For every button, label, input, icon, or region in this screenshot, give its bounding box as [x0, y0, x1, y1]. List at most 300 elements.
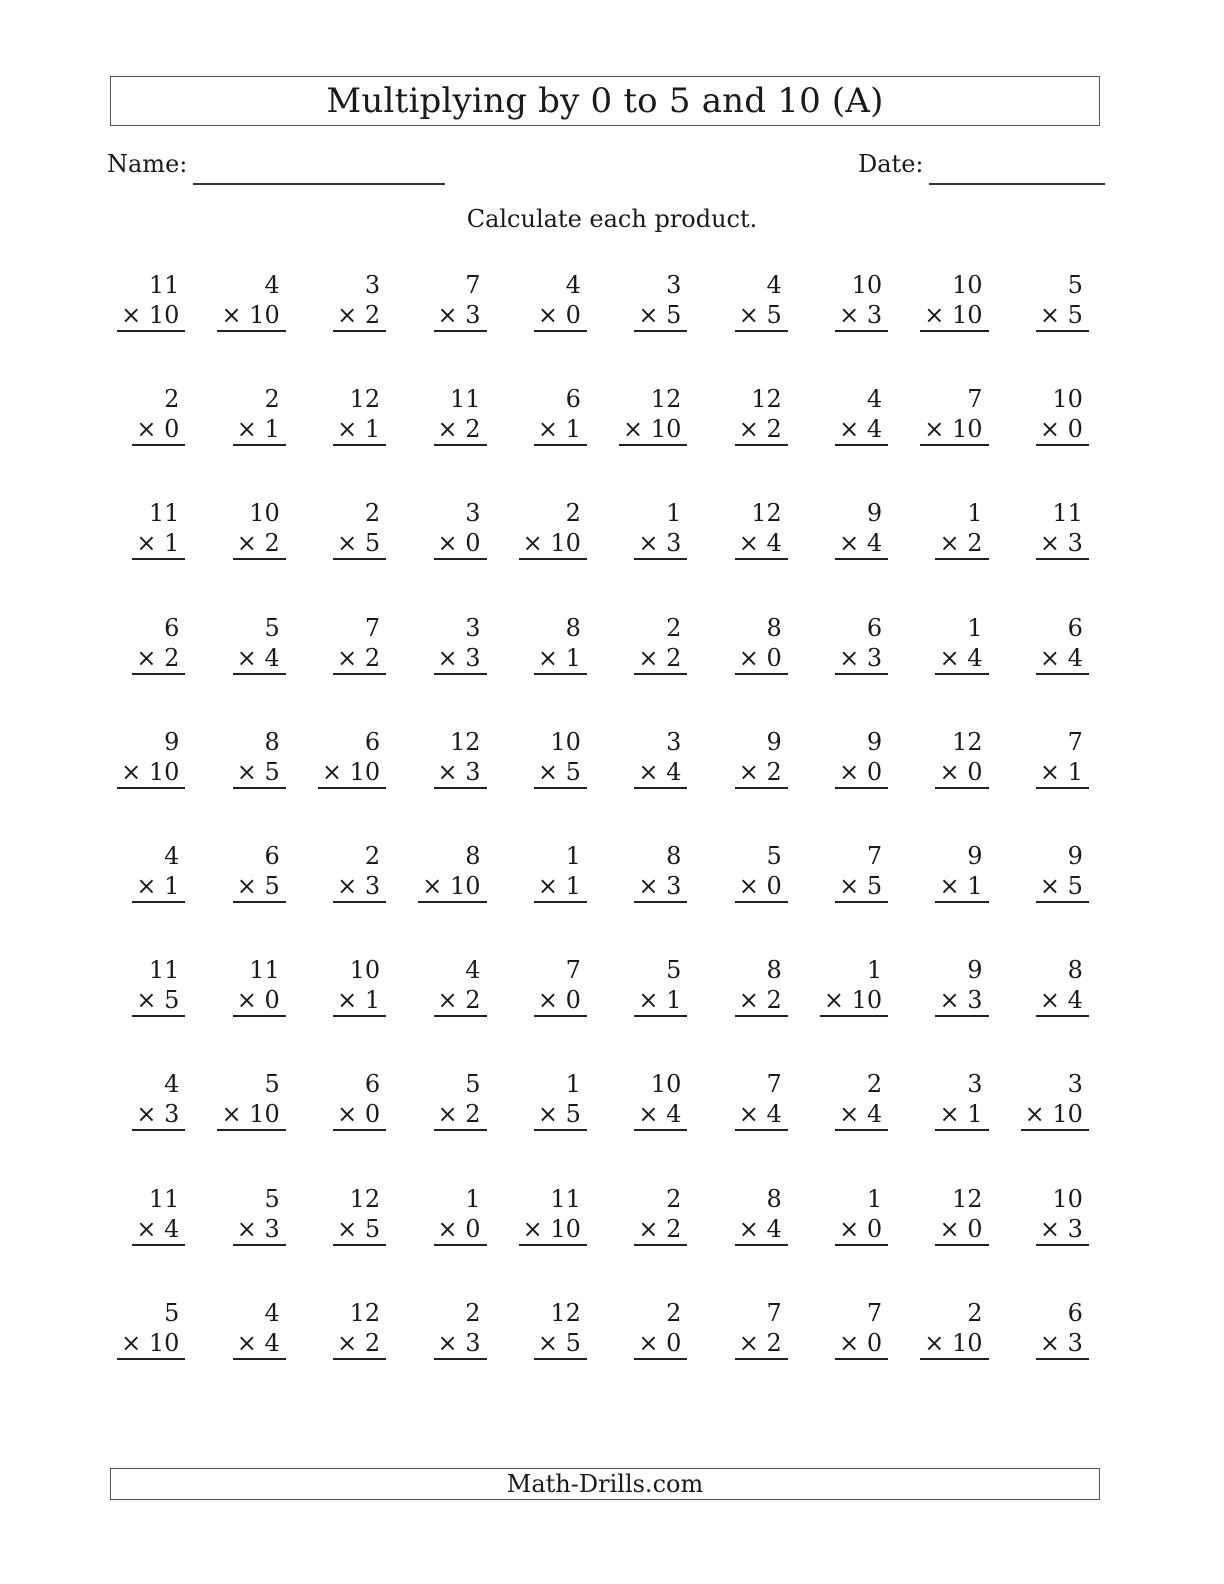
- multiplicand: 4: [766, 271, 782, 299]
- times-sign: ×: [437, 1100, 458, 1129]
- multiplier-row: [233, 1328, 286, 1360]
- times-sign: ×: [136, 415, 157, 444]
- multiplier: 1: [565, 871, 581, 900]
- problem: [909, 955, 1009, 1069]
- problem-stack: [835, 384, 888, 446]
- problem-stack: [935, 841, 988, 903]
- problem: [508, 498, 608, 612]
- multiplier: 5: [1067, 871, 1083, 900]
- times-sign: ×: [337, 301, 358, 329]
- multiplier-row: [1036, 414, 1089, 446]
- multiplier: 1: [565, 643, 581, 672]
- times-sign: ×: [537, 871, 559, 900]
- multiplicand: 1: [465, 1184, 481, 1213]
- problem: [508, 384, 608, 498]
- times-sign: ×: [939, 871, 960, 900]
- multiplier: 3: [264, 1214, 280, 1243]
- multiplicand: 1: [666, 499, 682, 528]
- problem-stack: [217, 1069, 285, 1131]
- multiplier-row: [835, 1099, 888, 1131]
- multiplier: 5: [1067, 301, 1083, 329]
- multiplier-row: [233, 643, 286, 675]
- problem: [608, 1184, 708, 1298]
- multiplicand: 7: [465, 271, 481, 299]
- multiplicand: 4: [164, 841, 180, 870]
- problem-stack: [534, 1069, 587, 1131]
- multiplier-row: [634, 528, 687, 560]
- problem: [1010, 1184, 1110, 1298]
- multiplicand: 1: [967, 499, 983, 528]
- times-sign: ×: [136, 871, 157, 900]
- multiplicand: 10: [550, 727, 581, 756]
- times-sign: ×: [638, 529, 659, 558]
- multiplicand: 9: [866, 727, 883, 756]
- multiplier: 4: [967, 643, 983, 672]
- problem-stack: [434, 613, 487, 675]
- times-sign: ×: [437, 757, 458, 786]
- multiplier: 3: [1067, 1328, 1083, 1357]
- multiplicand: 5: [164, 1298, 180, 1327]
- multiplier: 0: [666, 1328, 682, 1357]
- problem: [106, 1298, 206, 1412]
- multiplier: 2: [967, 529, 983, 558]
- multiplier-row: [434, 643, 487, 675]
- problem-stack: [835, 613, 888, 675]
- problem-stack: [333, 1069, 386, 1131]
- problem-stack: [132, 1069, 185, 1131]
- multiplicand: 11: [550, 1184, 581, 1213]
- problem: [307, 955, 407, 1069]
- problem-stack: [233, 727, 286, 789]
- multiplicand: 12: [349, 1184, 381, 1213]
- problem: [1010, 727, 1110, 841]
- problem-stack: [418, 841, 486, 903]
- multiplier: 0: [866, 757, 883, 786]
- multiplier-row: [434, 985, 487, 1017]
- problem-stack: [735, 498, 788, 560]
- multiplier-row: [1036, 985, 1089, 1017]
- problem: [508, 841, 608, 955]
- multiplier-row: [534, 871, 587, 903]
- multiplicand: 7: [766, 1298, 782, 1327]
- multiplier-row: [935, 757, 988, 789]
- multiplicand: 2: [364, 841, 381, 870]
- multiplier-row: [619, 414, 687, 446]
- multiplier-row: [132, 985, 185, 1017]
- multiplier: 0: [766, 643, 782, 672]
- multiplicand: 4: [264, 271, 280, 299]
- problem: [708, 841, 808, 955]
- times-sign: ×: [839, 757, 860, 786]
- problem-stack: [1036, 498, 1089, 560]
- multiplicand: 5: [766, 841, 782, 870]
- multiplier: 4: [1067, 986, 1083, 1015]
- multiplicand: 7: [364, 613, 381, 642]
- multiplier-row: [132, 871, 185, 903]
- problem-stack: [233, 955, 286, 1017]
- multiplicand: 11: [450, 385, 481, 414]
- multiplier-row: [735, 414, 788, 446]
- multiplier-row: [735, 300, 788, 332]
- problem: [206, 841, 306, 955]
- multiplier: 10: [148, 1328, 180, 1357]
- multiplicand: 3: [967, 1070, 983, 1099]
- problem-stack: [1036, 955, 1089, 1017]
- multiplier: 5: [364, 529, 381, 558]
- problem: [909, 727, 1009, 841]
- problem: [809, 1184, 909, 1298]
- problem-stack: [1036, 384, 1089, 446]
- multiplier: 5: [565, 757, 581, 786]
- problem-stack: [735, 613, 788, 675]
- multiplier-row: [935, 1214, 988, 1246]
- times-sign: ×: [121, 1328, 142, 1357]
- problem-stack: [117, 270, 185, 332]
- problem-stack: [534, 384, 587, 446]
- times-sign: ×: [437, 643, 458, 672]
- times-sign: ×: [136, 529, 157, 558]
- multiplier-row: [318, 757, 386, 789]
- problem-stack: [1036, 841, 1089, 903]
- times-sign: ×: [738, 1214, 759, 1243]
- multiplicand: 6: [264, 841, 280, 870]
- times-sign: ×: [638, 986, 659, 1015]
- problem-stack: [434, 384, 487, 446]
- multiplier-row: [333, 300, 386, 332]
- multiplier-row: [519, 528, 587, 560]
- problem: [809, 498, 909, 612]
- multiplier: 0: [364, 1100, 381, 1129]
- problem-stack: [735, 384, 788, 446]
- problem-stack: [233, 384, 286, 446]
- multiplicand: 11: [249, 956, 280, 985]
- problem-stack: [935, 498, 988, 560]
- multiplicand: 12: [450, 727, 481, 756]
- problem: [1010, 270, 1110, 384]
- multiplier-row: [233, 1214, 286, 1246]
- problem: [909, 1298, 1009, 1412]
- problem: [307, 613, 407, 727]
- multiplicand: 2: [465, 1298, 481, 1327]
- problem: [809, 270, 909, 384]
- times-sign: ×: [337, 529, 358, 558]
- times-sign: ×: [939, 643, 960, 672]
- multiplier: 3: [465, 301, 481, 329]
- multiplicand: 9: [866, 499, 883, 528]
- multiplier: 0: [967, 757, 983, 786]
- times-sign: ×: [136, 643, 157, 672]
- problem-stack: [634, 613, 687, 675]
- multiplier: 5: [164, 986, 180, 1015]
- multiplier: 1: [364, 986, 381, 1015]
- times-sign: ×: [1039, 871, 1060, 900]
- multiplier: 10: [951, 415, 983, 444]
- problem: [1010, 955, 1110, 1069]
- multiplier-row: [217, 1099, 285, 1131]
- problem: [407, 498, 507, 612]
- multiplier-row: [735, 643, 788, 675]
- problem-stack: [132, 613, 185, 675]
- problem-stack: [318, 727, 386, 789]
- multiplier-row: [434, 528, 487, 560]
- problem: [407, 1184, 507, 1298]
- multiplicand: 5: [465, 1070, 481, 1099]
- multiplier: 3: [465, 643, 481, 672]
- times-sign: ×: [236, 529, 257, 558]
- times-sign: ×: [437, 1214, 458, 1243]
- times-sign: ×: [738, 757, 759, 786]
- times-sign: ×: [939, 986, 960, 1015]
- multiplier-row: [434, 300, 487, 332]
- multiplier: 3: [465, 1328, 481, 1357]
- multiplier-row: [534, 1328, 587, 1360]
- problem-stack: [1036, 1298, 1089, 1360]
- multiplicand: 1: [967, 613, 983, 642]
- multiplicand: 4: [565, 271, 581, 299]
- problem-stack: [534, 270, 587, 332]
- problem-stack: [935, 955, 988, 1017]
- multiplier-row: [519, 1214, 587, 1246]
- problem: [206, 727, 306, 841]
- problem: [407, 384, 507, 498]
- problem: [608, 384, 708, 498]
- multiplier: 4: [666, 1100, 682, 1129]
- times-sign: ×: [823, 986, 844, 1015]
- problem-stack: [534, 841, 587, 903]
- problem-stack: [634, 955, 687, 1017]
- multiplier-row: [935, 1099, 988, 1131]
- multiplier: 3: [866, 301, 883, 329]
- problem: [307, 1069, 407, 1183]
- multiplier: 1: [164, 529, 180, 558]
- problem: [508, 1298, 608, 1412]
- multiplier-row: [935, 871, 988, 903]
- times-sign: ×: [121, 301, 142, 329]
- times-sign: ×: [437, 301, 458, 329]
- multiplier-row: [634, 871, 687, 903]
- multiplier-row: [634, 985, 687, 1017]
- problem-stack: [935, 727, 988, 789]
- multiplier: 4: [766, 1214, 782, 1243]
- times-sign: ×: [839, 643, 860, 672]
- multiplier: 3: [364, 871, 381, 900]
- multiplier: 0: [766, 871, 782, 900]
- multiplier: 2: [364, 301, 381, 329]
- multiplier-row: [835, 1328, 888, 1360]
- multiplicand: 12: [349, 1298, 381, 1327]
- problem-stack: [333, 613, 386, 675]
- multiplier: 0: [465, 1214, 481, 1243]
- problem-stack: [117, 727, 185, 789]
- problem-stack: [333, 1184, 386, 1246]
- problem: [909, 384, 1009, 498]
- footer-site: Math-Drills.com: [110, 1468, 1100, 1500]
- times-sign: ×: [638, 301, 659, 329]
- times-sign: ×: [638, 757, 659, 786]
- date-blank-line[interactable]: [929, 183, 1105, 185]
- problem-stack: [333, 498, 386, 560]
- multiplicand: 1: [565, 841, 581, 870]
- problem-stack: [217, 270, 285, 332]
- multiplicand: 5: [264, 1070, 280, 1099]
- multiplier: 4: [264, 643, 280, 672]
- multiplier: 10: [951, 301, 983, 329]
- times-sign: ×: [638, 871, 659, 900]
- times-sign: ×: [839, 415, 860, 444]
- problem-stack: [634, 1184, 687, 1246]
- multiplier-row: [1036, 300, 1089, 332]
- problem-stack: [835, 1069, 888, 1131]
- times-sign: ×: [638, 643, 659, 672]
- times-sign: ×: [1039, 643, 1060, 672]
- problem-stack: [132, 955, 185, 1017]
- times-sign: ×: [1039, 757, 1060, 786]
- multiplier-row: [132, 643, 185, 675]
- multiplicand: 6: [164, 613, 180, 642]
- times-sign: ×: [537, 643, 559, 672]
- problem-stack: [434, 955, 487, 1017]
- multiplicand: 12: [951, 1184, 983, 1213]
- multiplier: 2: [364, 643, 381, 672]
- problem: [608, 727, 708, 841]
- multiplier-row: [920, 1328, 988, 1360]
- problem: [809, 727, 909, 841]
- times-sign: ×: [839, 1328, 860, 1357]
- multiplier: 10: [550, 1214, 581, 1243]
- problem: [307, 1184, 407, 1298]
- multiplier: 2: [666, 643, 682, 672]
- problem-stack: [434, 498, 487, 560]
- problem: [708, 727, 808, 841]
- multiplicand: 10: [650, 1070, 682, 1099]
- multiplier: 0: [866, 1328, 883, 1357]
- multiplicand: 5: [264, 613, 280, 642]
- times-sign: ×: [537, 301, 559, 329]
- multiplier-row: [333, 1328, 386, 1360]
- problem: [307, 270, 407, 384]
- problem-stack: [434, 727, 487, 789]
- problem-stack: [333, 270, 386, 332]
- multiplicand: 8: [465, 841, 481, 870]
- problem: [508, 1184, 608, 1298]
- multiplicand: 10: [249, 499, 280, 528]
- multiplier-row: [634, 300, 687, 332]
- times-sign: ×: [437, 529, 458, 558]
- problem-stack: [920, 1298, 988, 1360]
- multiplicand: 8: [766, 1184, 782, 1213]
- problem: [407, 1298, 507, 1412]
- problem-stack: [835, 498, 888, 560]
- multiplier: 1: [264, 415, 280, 444]
- multiplicand: 9: [164, 727, 180, 756]
- multiplicand: 2: [666, 1184, 682, 1213]
- multiplier: 2: [364, 1328, 381, 1357]
- multiplicand: 8: [264, 727, 280, 756]
- multiplier-row: [233, 757, 286, 789]
- multiplicand: 6: [565, 385, 581, 414]
- problem-stack: [333, 384, 386, 446]
- problem-stack: [735, 1069, 788, 1131]
- problem: [608, 841, 708, 955]
- multiplicand: 7: [866, 1298, 883, 1327]
- name-blank-line[interactable]: [193, 183, 445, 185]
- multiplier-row: [835, 643, 888, 675]
- multiplier-row: [735, 757, 788, 789]
- problem: [708, 1298, 808, 1412]
- multiplier-row: [117, 757, 185, 789]
- multiplier: 1: [967, 871, 983, 900]
- problem: [608, 498, 708, 612]
- multiplier-row: [1036, 1328, 1089, 1360]
- multiplier-row: [534, 757, 587, 789]
- problem: [608, 613, 708, 727]
- multiplicand: 6: [1067, 1298, 1083, 1327]
- times-sign: ×: [537, 1328, 559, 1357]
- multiplicand: 7: [565, 956, 581, 985]
- multiplier-row: [434, 1099, 487, 1131]
- times-sign: ×: [537, 986, 559, 1015]
- problem: [307, 841, 407, 955]
- multiplicand: 11: [148, 499, 180, 528]
- problem: [708, 1069, 808, 1183]
- problem-stack: [619, 384, 687, 446]
- multiplicand: 11: [148, 1184, 180, 1213]
- multiplier: 2: [766, 1328, 782, 1357]
- multiplicand: 8: [766, 613, 782, 642]
- times-sign: ×: [437, 1328, 458, 1357]
- multiplier-row: [418, 871, 486, 903]
- multiplier-row: [434, 1214, 487, 1246]
- times-sign: ×: [638, 1100, 659, 1129]
- problem: [206, 1298, 306, 1412]
- multiplicand: 8: [565, 613, 581, 642]
- problem: [708, 270, 808, 384]
- multiplier-row: [233, 528, 286, 560]
- multiplier: 10: [951, 1328, 983, 1357]
- multiplier-row: [1036, 1214, 1089, 1246]
- multiplier-row: [132, 1099, 185, 1131]
- multiplier-row: [434, 1328, 487, 1360]
- problem: [909, 498, 1009, 612]
- problem: [206, 270, 306, 384]
- multiplier-row: [132, 414, 185, 446]
- problem: [106, 955, 206, 1069]
- multiplicand: 7: [866, 841, 883, 870]
- multiplicand: 6: [1067, 613, 1083, 642]
- times-sign: ×: [623, 415, 644, 444]
- multiplier-row: [1036, 871, 1089, 903]
- problem: [106, 841, 206, 955]
- multiplier: 3: [1067, 1214, 1083, 1243]
- problem-stack: [820, 955, 888, 1017]
- problem: [909, 270, 1009, 384]
- multiplier: 2: [766, 986, 782, 1015]
- multiplier: 0: [967, 1214, 983, 1243]
- multiplier-row: [333, 871, 386, 903]
- problem-stack: [534, 1298, 587, 1360]
- multiplier: 5: [264, 757, 280, 786]
- problem: [708, 1184, 808, 1298]
- problem-stack: [519, 498, 587, 560]
- times-sign: ×: [939, 1100, 960, 1129]
- multiplicand: 4: [264, 1298, 280, 1327]
- multiplicand: 5: [1067, 271, 1083, 299]
- multiplier: 3: [465, 757, 481, 786]
- multiplier-row: [333, 1099, 386, 1131]
- problem: [909, 1184, 1009, 1298]
- times-sign: ×: [337, 1100, 358, 1129]
- multiplier-row: [333, 985, 386, 1017]
